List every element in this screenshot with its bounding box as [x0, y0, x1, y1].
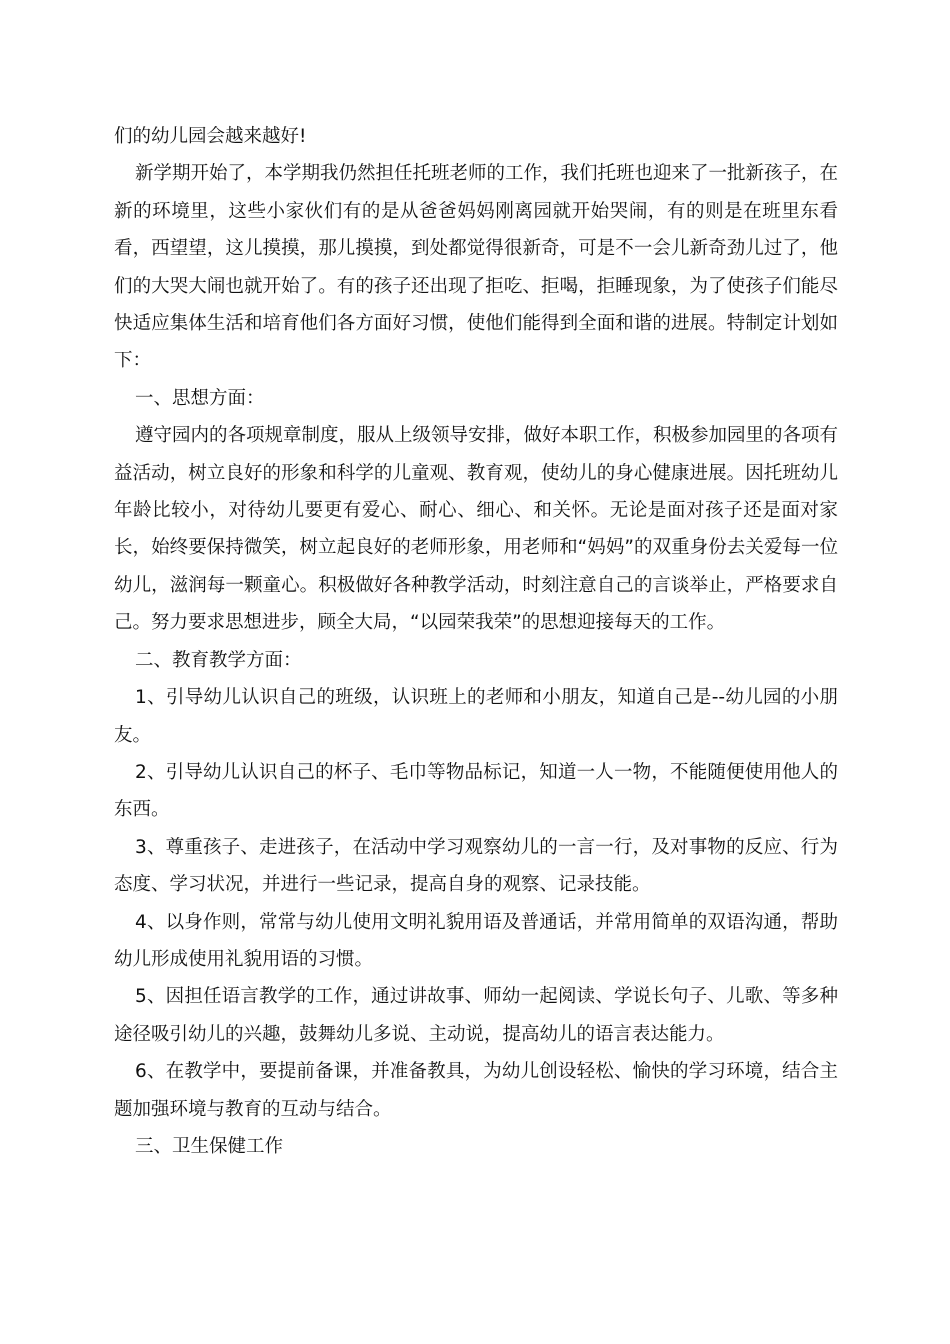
paragraph-intro: 新学期开始了，本学期我仍然担任托班老师的工作，我们托班也迎来了一批新孩子，在新的环境里，这些小家伙们有的是从爸爸妈妈刚离园就开始哭闹，有的则是在班里东看看，西望望，这儿摸摸，那儿摸摸，到处都觉得很新奇，可是不一会儿新奇劲儿过了，他们的大哭大闹也就开始了。有的孩子还出现了拒吃、拒喝，拒睡现象，为了使孩子们能尽快适应集体生活和培育他们各方面好习惯，使他们能得到全面和谐的进展。特制定计划如下：: [114, 163, 839, 372]
section-heading-hygiene: 三、卫生保健工作: [135, 1135, 284, 1157]
list-item-3: 3、尊重孩子、走进孩子，在活动中学习观察幼儿的一言一行，及对事物的反应、行为态度、学习状况，并进行一些记录，提高自身的观察、记录技能。: [114, 836, 838, 896]
list-item-5: 5、因担任语言教学的工作，通过讲故事、师幼一起阅读、学说长句子、儿歌、等多种途径吸引幼儿的兴趣，鼓舞幼儿多说、主动说，提高幼儿的语言表达能力。: [114, 986, 838, 1045]
list-item-6: 6、在教学中，要提前备课，并准备教具，为幼儿创设轻松、愉快的学习环境，结合主题加强环境与教育的互动与结合。: [114, 1061, 838, 1120]
list-item-1: 1、引导幼儿认识自己的班级，认识班上的老师和小朋友，知道自己是--幼儿园的小朋友。: [114, 687, 838, 746]
list-item-2: 2、引导幼儿认识自己的杯子、毛巾等物品标记，知道一人一物，不能随便使用他人的东西。: [114, 761, 838, 821]
list-item-4: 4、以身作则，常常与幼儿使用文明礼貌用语及普通话，并常用简单的双语沟通，帮助幼儿形成使用礼貌用语的习惯。: [114, 911, 838, 970]
document-body: [114, 118, 838, 1165]
section-heading-teaching: 二、教育教学方面：: [135, 649, 302, 671]
paragraph-thought: 遵守园内的各项规章制度，服从上级领导安排，做好本职工作，积极参加园里的各项有益活动，树立良好的形象和科学的儿童观、教育观，使幼儿的身心健康进展。因托班幼儿年龄比较小，对待幼儿要更有爱心、耐心、细心、和关怀。无论是面对孩子还是面对家长，始终要保持微笑，树立起良好的老师形象，用老师和“妈妈”的双重身份去关爱每一位幼儿，滋润每一颗童心。积极做好各种教学活动，时刻注意自己的言谈举止，严格要求自己。努力要求思想进步，顾全大局，“以园荣我荣”的思想迎接每天的工作。: [114, 425, 839, 634]
paragraph-continuation: 们的幼儿园会越来越好!: [114, 126, 307, 147]
section-heading-thought: 一、思想方面：: [135, 387, 265, 409]
